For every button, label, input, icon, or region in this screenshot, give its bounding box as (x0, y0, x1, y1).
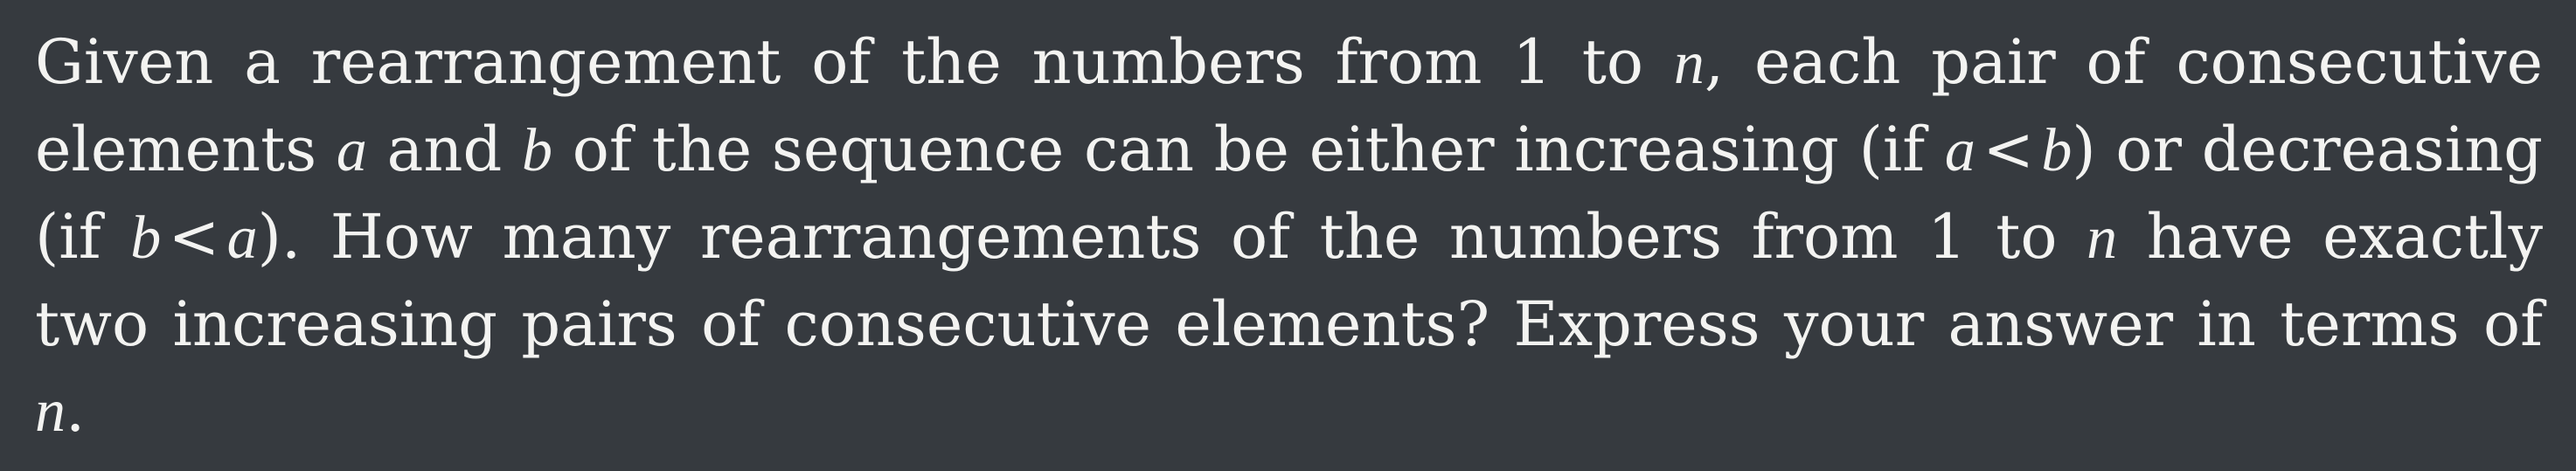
less-than-sign: < (168, 201, 220, 273)
problem-text-5: ) or decreasing (if (35, 114, 2543, 273)
math-n: n (2086, 204, 2118, 272)
math-a: a (336, 117, 367, 184)
less-than-sign: < (1982, 114, 2034, 185)
problem-text-4: of the sequence can be either increasing (if (552, 114, 1945, 185)
problem-text-6: ). How many rearrangements of the numbers from 1 to (257, 201, 2087, 273)
problem-text-8: . (66, 374, 86, 446)
problem-text-7: have exactly two increasing pairs of consecutive elements? Express your answer in terms of (35, 201, 2543, 360)
math-b: b (130, 204, 162, 272)
math-n: n (1673, 30, 1705, 97)
math-a: a (226, 204, 258, 272)
math-n: n (35, 377, 66, 445)
problem-text-1: Given a rearrangement of the numbers from 1 to (35, 26, 1674, 98)
problem-text-2: , each pair of consecutive elements (35, 26, 2543, 185)
math-b: b (522, 117, 553, 184)
problem-text-3: and (366, 114, 523, 185)
math-b: b (2041, 117, 2073, 184)
problem-statement (35, 19, 2543, 454)
math-a: a (1944, 117, 1975, 184)
